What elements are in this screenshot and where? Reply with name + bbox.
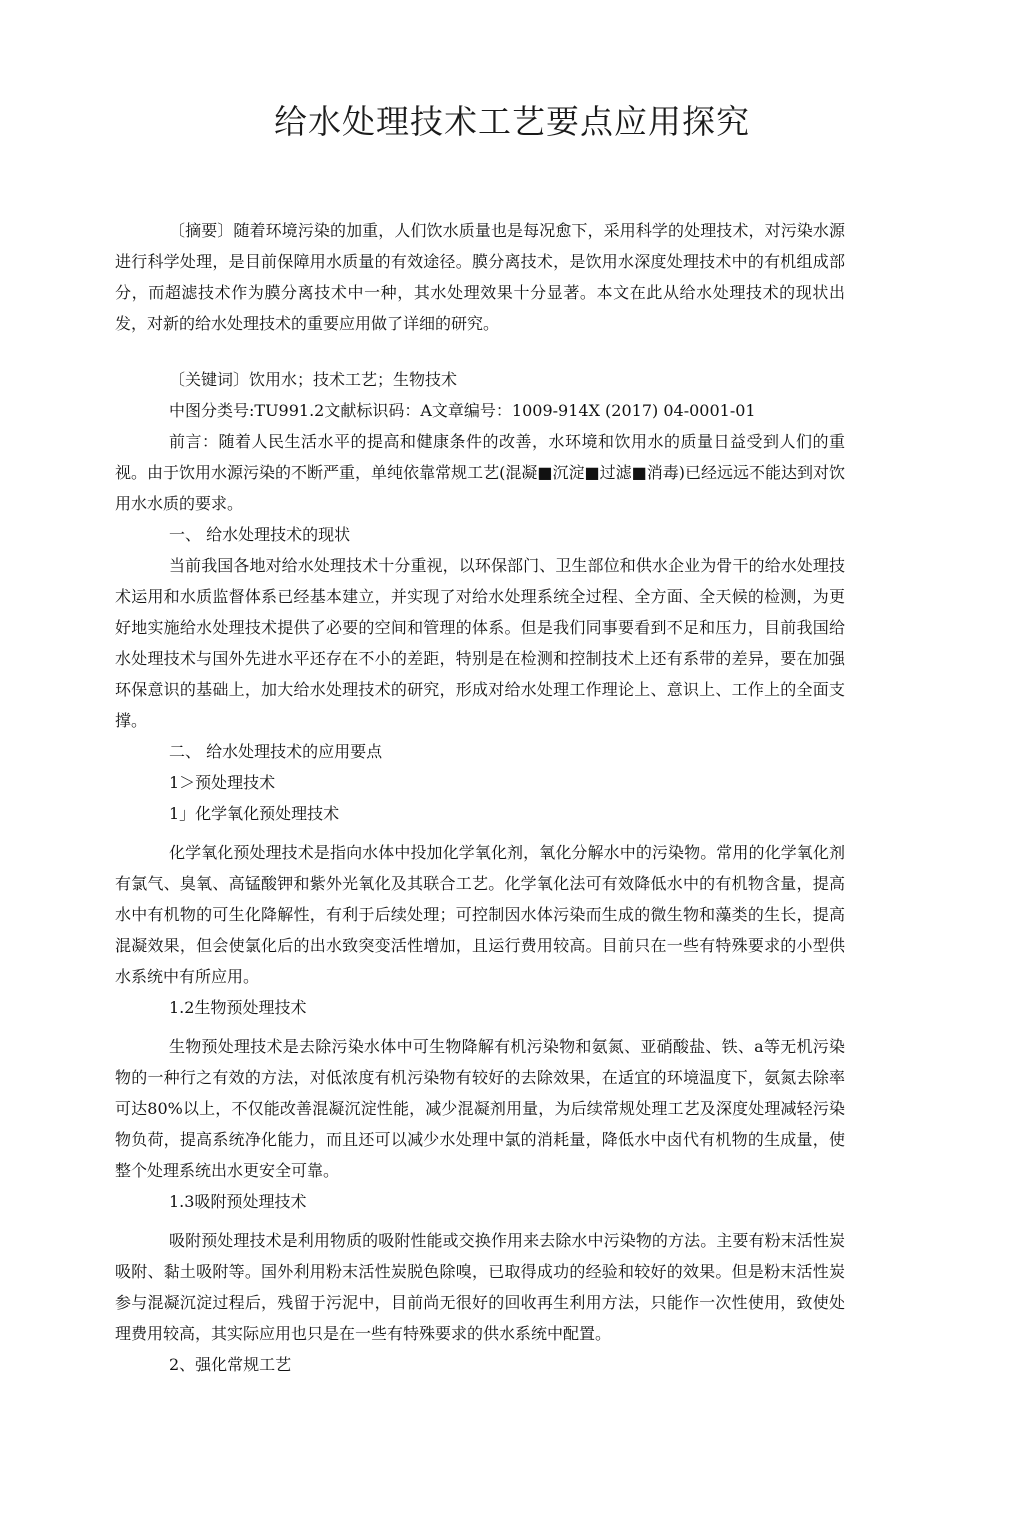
section-heading-2: 二、 给水处理技术的应用要点 [169, 742, 383, 761]
paragraph-chemical-oxidation: 化学氧化预处理技术是指向水体中投加化学氧化剂，氧化分解水中的污染物。常用的化学氧化剂有氯气、臭氧、高锰酸钾和紫外光氧化及其联合工艺。化学氧化法可有效降低水中的有机物含量，提高水中有机物的可生化降解性，有利于后续处理；可控制因水体污染而生成的微生物和藻类的生长，提高混凝效果，但会使氯化后的出水致突变活性增加，且运行费用较高。目前只在一些有特殊要求的小型供水系统中有所应用。 [115, 843, 845, 986]
subheading-2-1-1: 1」化学氧化预处理技术 [169, 804, 340, 823]
subheading-2-1: 1＞预处理技术 [169, 773, 276, 792]
abstract-block [115, 215, 845, 339]
paragraph-biological-pretreatment: 生物预处理技术是去除污染水体中可生物降解有机污染物和氨氮、亚硝酸盐、铁、a等无机污染物的一种行之有效的方法，对低浓度有机污染物有较好的去除效果，在适宜的环境温度下，氨氮去除率可达80%以上，不仅能改善混凝沉淀性能，减少混凝剂用量，为后续常规处理工艺及深度处理减轻污染物负荷，提高系统净化能力，而且还可以减少水处理中氯的消耗量，降低水中卤代有机物的生成量，使整个处理系统出水更安全可靠。 [115, 1037, 845, 1180]
abstract-paragraph: 〔摘要〕随着环境污染的加重，人们饮水质量也是每况愈下，采用科学的处理技术，对污染水源进行科学处理，是目前保障用水质量的有效途径。膜分离技术，是饮用水深度处理技术中的有机组成部分，而超滤技术作为膜分离技术中一种，其水处理效果十分显著。本文在此从给水处理技术的现状出发，对新的给水处理技术的重要应用做了详细的研究。 [115, 221, 845, 333]
document-title: 给水处理技术工艺要点应用探究 [274, 102, 750, 141]
preface-paragraph: 前言：随着人民生活水平的提高和健康条件的改善，水环境和饮用水的质量日益受到人们的重视。由于饮用水源污染的不断严重，单纯依靠常规工艺(混凝■沉淀■过滤■消毒)已经远远不能达到对饮用水水质的要求。 [115, 432, 845, 513]
body-block [115, 364, 845, 1380]
section-heading-1: 一、 给水处理技术的现状 [169, 525, 351, 544]
classification-line: 中图分类号:TU991.2文献标识码：A文章编号：1009-914X (2017) 04-0001-01 [169, 401, 756, 420]
subheading-2-1-2: 1.2生物预处理技术 [169, 998, 307, 1017]
keywords-line: 〔关键词〕饮用水；技术工艺；生物技术 [169, 370, 458, 389]
section-1-paragraph: 当前我国各地对给水处理技术十分重视，以环保部门、卫生部位和供水企业为骨干的给水处理技术运用和水质监督体系已经基本建立，并实现了对给水处理系统全过程、全方面、全天候的检测，为更好地实施给水处理技术提供了必要的空间和管理的体系。但是我们同事要看到不足和压力，目前我国给水处理技术与国外先进水平还存在不小的差距，特别是在检测和控制技术上还有系带的差异，要在加强环保意识的基础上，加大给水处理技术的研究，形成对给水处理工作理论上、意识上、工作上的全面支撑。 [115, 556, 845, 730]
subheading-2-2: 2、强化常规工艺 [169, 1355, 292, 1374]
subheading-2-1-3: 1.3吸附预处理技术 [169, 1192, 307, 1211]
paragraph-adsorption-pretreatment: 吸附预处理技术是利用物质的吸附性能或交换作用来去除水中污染物的方法。主要有粉末活性炭吸附、黏土吸附等。国外利用粉末活性炭脱色除嗅，已取得成功的经验和较好的效果。但是粉末活性炭参与混凝沉淀过程后，残留于污泥中，目前尚无很好的回收再生利用方法，只能作一次性使用，致使处理费用较高，其实际应用也只是在一些有特殊要求的供水系统中配置。 [115, 1231, 845, 1343]
